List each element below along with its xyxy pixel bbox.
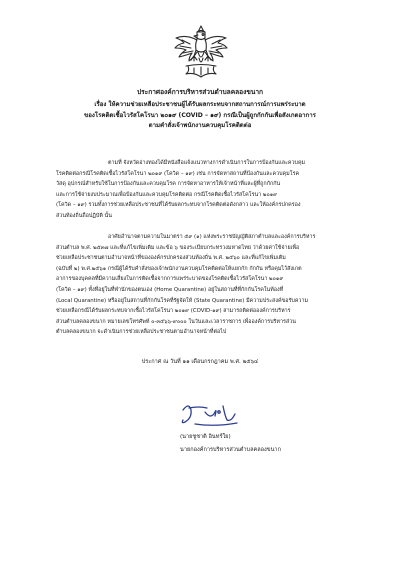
issue-date: ประกาศ ณ วันที่ ๑๑ เดือนกรกฎาคม พ.ศ. ๒๕๖๔ (141, 359, 259, 365)
paragraph-line: อาการของบุคคลที่มีความเสี่ยงในการติดเชื้อจากการแพร่ระบาดของโรคติดเชื้อไวรัสโคโรนา ๒๐๑๙ (56, 276, 284, 283)
subject-line: ของโรคติดเชื้อไวรัสโคโรนา ๒๐๑๙ (COVID – ๑๙) กรณีเป็นผู้ถูกกักกันเพื่อสังเกตอาการ (84, 111, 316, 119)
paragraph-line: วัสดุ อุปกรณ์สำหรับใช้ในการป้องกันและควบคุมโรค การจัดหาอาหารให้เจ้าหน้าที่และผู้ที่ถูกกักกัน (56, 181, 281, 188)
paragraph-line: ช่วยเหลือกรณีได้รับผลกระทบจากเชื้อไวรัสโคโรนา ๒๐๑๙ (COVID-๑๙) สามารถติดต่อองค์การบริหาร (56, 308, 291, 315)
paragraph-line: (Local Quarantine) หรืออยู่ในสถานที่กักกันโรคที่รัฐจัดให้ (State Quarantine) มีความประสงค์ขอรับความ (56, 297, 309, 304)
announcement-title: ประกาศองค์การบริหารส่วนตำบลคลองขนาก (136, 88, 264, 96)
paragraph-line: ส่วนตำบลคลองขนาก หมายเลขโทรศัพท์ ๐-๓๕๖๖-๙๐๐๐ ในวันและเวลาราชการ เพื่อองค์การบริหารส่วน (56, 318, 296, 325)
paragraph-line: ส่วนตำบล พ.ศ. ๒๕๓๗ และที่แก้ไขเพิ่มเติม และข้อ ๖ ของระเบียบกระทรวงมหาดไทย ว่าด้วยค่าใช้จ่ายเพื่อ (56, 244, 300, 251)
body-paragraph-2 (56, 232, 362, 338)
paragraph-line: ตำบลคลองขนาก จะดำเนินการช่วยเหลือประชาชนตามอำนาจหน้าที่ต่อไป (56, 329, 227, 336)
paragraph-line: ตามที่ จังหวัดอ่างทองได้มีหนังสือแจ้งแนวทางการดำเนินการในการป้องกันและควบคุม (108, 160, 306, 166)
subject-line: เรื่อง ให้ความช่วยเหลือประชาชนผู้ได้รับผลกระทบจากสถานการณ์การแพร่ระบาด (94, 101, 306, 108)
paragraph-line: ส่วนท้องถิ่นถือปฏิบัติ นั้น (56, 212, 112, 219)
paragraph-line: (โควิด – ๑๙) รวมทั้งการช่วยเหลือประชาชนที่ได้รับผลกระทบจากโรคติดต่อดังกล่าว และให้องค์กรปกครอง (56, 202, 301, 209)
signer-position: นายกองค์การบริหารส่วนตำบลคลองขนาก (180, 447, 281, 453)
signature-mark (175, 398, 245, 430)
paragraph-line: (ฉบับที่ ๒) พ.ศ.๒๕๖๑ กรณีผู้ได้รับคำสั่งของเจ้าพนักงานควบคุมโรคติดต่อให้แยกกัก กักกัน หรือคุมไว้สังเกต (56, 265, 302, 272)
signer-name: (นายชูชาติ อินทร์ใย) (180, 434, 231, 440)
announcement-subject (0, 100, 400, 132)
paragraph-line: (โควิด – ๑๙) ทั้งที่อยู่ในที่พำนักของตนเอง (Home Quarantine) อยู่ในสถานที่ที่กักกันโรคในท้องที่ (56, 286, 284, 293)
paragraph-line: โรคติดต่อกรณีโรคติดเชื้อไวรัสโคโรนา ๒๐๑๙ (โควิด – ๑๙) เช่น การจัดหาสถานที่ป้องกันและควบคุมโรค (56, 170, 300, 177)
paragraph-line: ช่วยเหลือประชาชนตามอำนาจหน้าที่ขององค์กรปกครองส่วนท้องถิ่น พ.ศ. ๒๕๖๐ และที่แก้ไขเพิ่มเติม (56, 255, 286, 262)
paragraph-line: และการใช้จ่ายงบประมาณเพื่อป้องกันและควบคุมโรคติดต่อ กรณีโรคติดเชื้อไวรัสโคโรนา ๒๐๑๙ (56, 191, 278, 198)
paragraph-line: อาศัยอำนาจตามความในมาตรา ๕๙ (๑) แห่งพระราชบัญญัติสภาตำบลและองค์การบริหาร (108, 234, 316, 240)
subject-line: ตามคำสั่งเจ้าพนักงานควบคุมโรคติดต่อ (148, 122, 252, 129)
body-paragraph-1 (56, 158, 362, 222)
garuda-emblem-icon (172, 22, 230, 82)
